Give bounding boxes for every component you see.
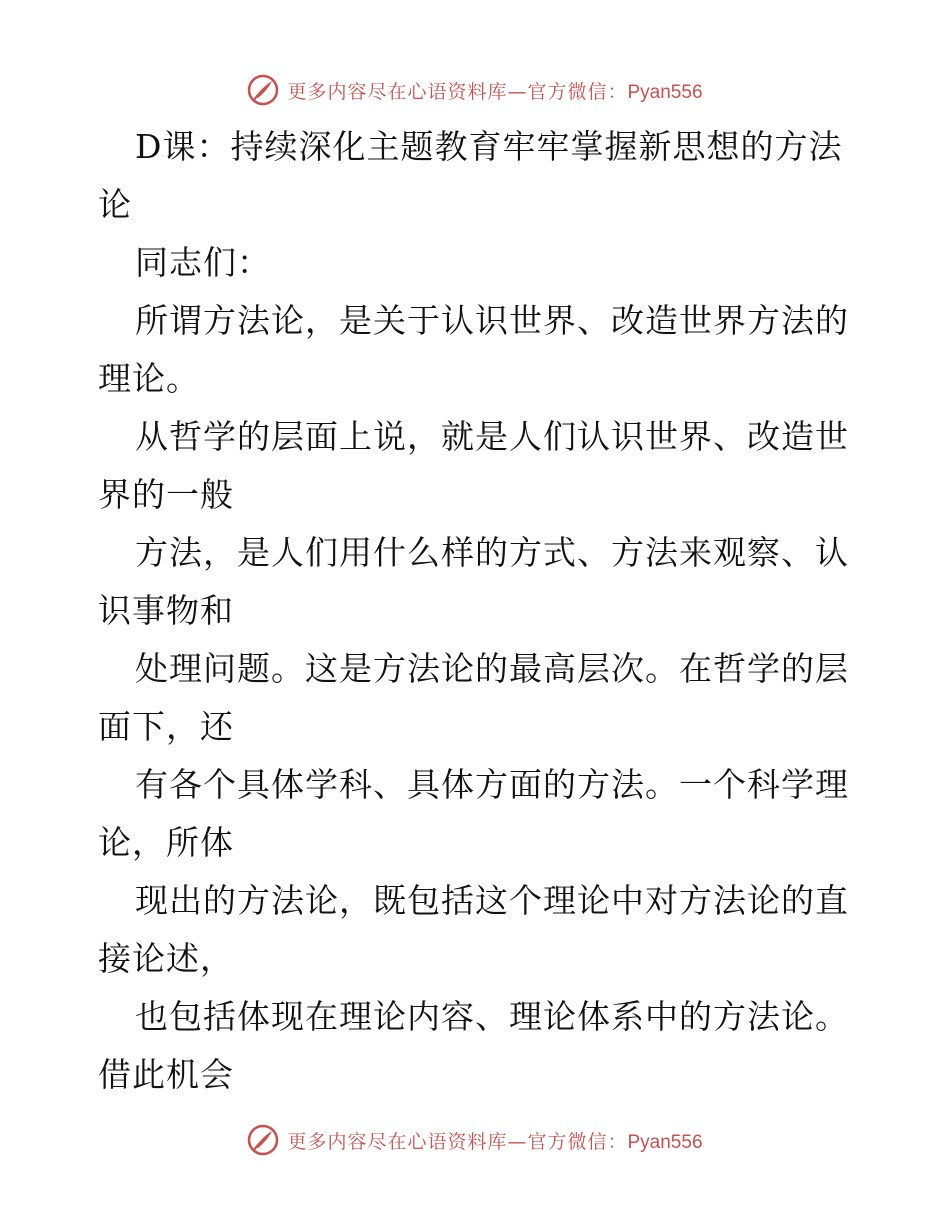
paragraph-line: 接论述，: [98, 939, 234, 978]
header-banner: [0, 70, 950, 110]
paragraph-line: 理论。: [98, 359, 200, 398]
paragraph-line: 方法，是人们用什么样的方式、方法来观察、认: [135, 533, 849, 572]
header-wechat-id: Pyan556: [627, 81, 703, 103]
footer-banner: [0, 1120, 950, 1160]
paragraph-line: 有各个具体学科、具体方面的方法。一个科学理: [135, 765, 849, 804]
footer-wechat-id: Pyan556: [627, 1131, 703, 1153]
document-body: [98, 118, 858, 1104]
document-title: D课：持续深化主题教育牢牢掌握新思想的方法: [135, 127, 843, 166]
footer-banner-label: 更多内容尽在心语资料库—官方微信：: [287, 1130, 628, 1153]
paragraph-line: 面下，还: [98, 707, 234, 746]
paragraph-line: 也包括体现在理论内容、理论体系中的方法论。: [135, 997, 849, 1036]
paragraph-line: 论，所体: [98, 823, 234, 862]
paragraph-line: 界的一般: [98, 475, 234, 514]
header-banner-label: 更多内容尽在心语资料库—官方微信：: [287, 80, 628, 103]
quill-pen-seal-icon: [247, 1124, 279, 1156]
salutation: 同志们：: [135, 243, 271, 282]
document-title-continued: 论: [98, 185, 132, 224]
paragraph-line: 处理问题。这是方法论的最高层次。在哲学的层: [135, 649, 849, 688]
quill-pen-seal-icon: [247, 74, 279, 106]
paragraph-line: 所谓方法论，是关于认识世界、改造世界方法的: [135, 301, 849, 340]
paragraph-line: 借此机会: [98, 1055, 234, 1094]
header-banner-text: [287, 77, 702, 104]
paragraph-line: 现出的方法论，既包括这个理论中对方法论的直: [135, 881, 849, 920]
footer-banner-text: [287, 1127, 702, 1154]
paragraph-line: 识事物和: [98, 591, 234, 630]
paragraph-line: 从哲学的层面上说，就是人们认识世界、改造世: [135, 417, 849, 456]
